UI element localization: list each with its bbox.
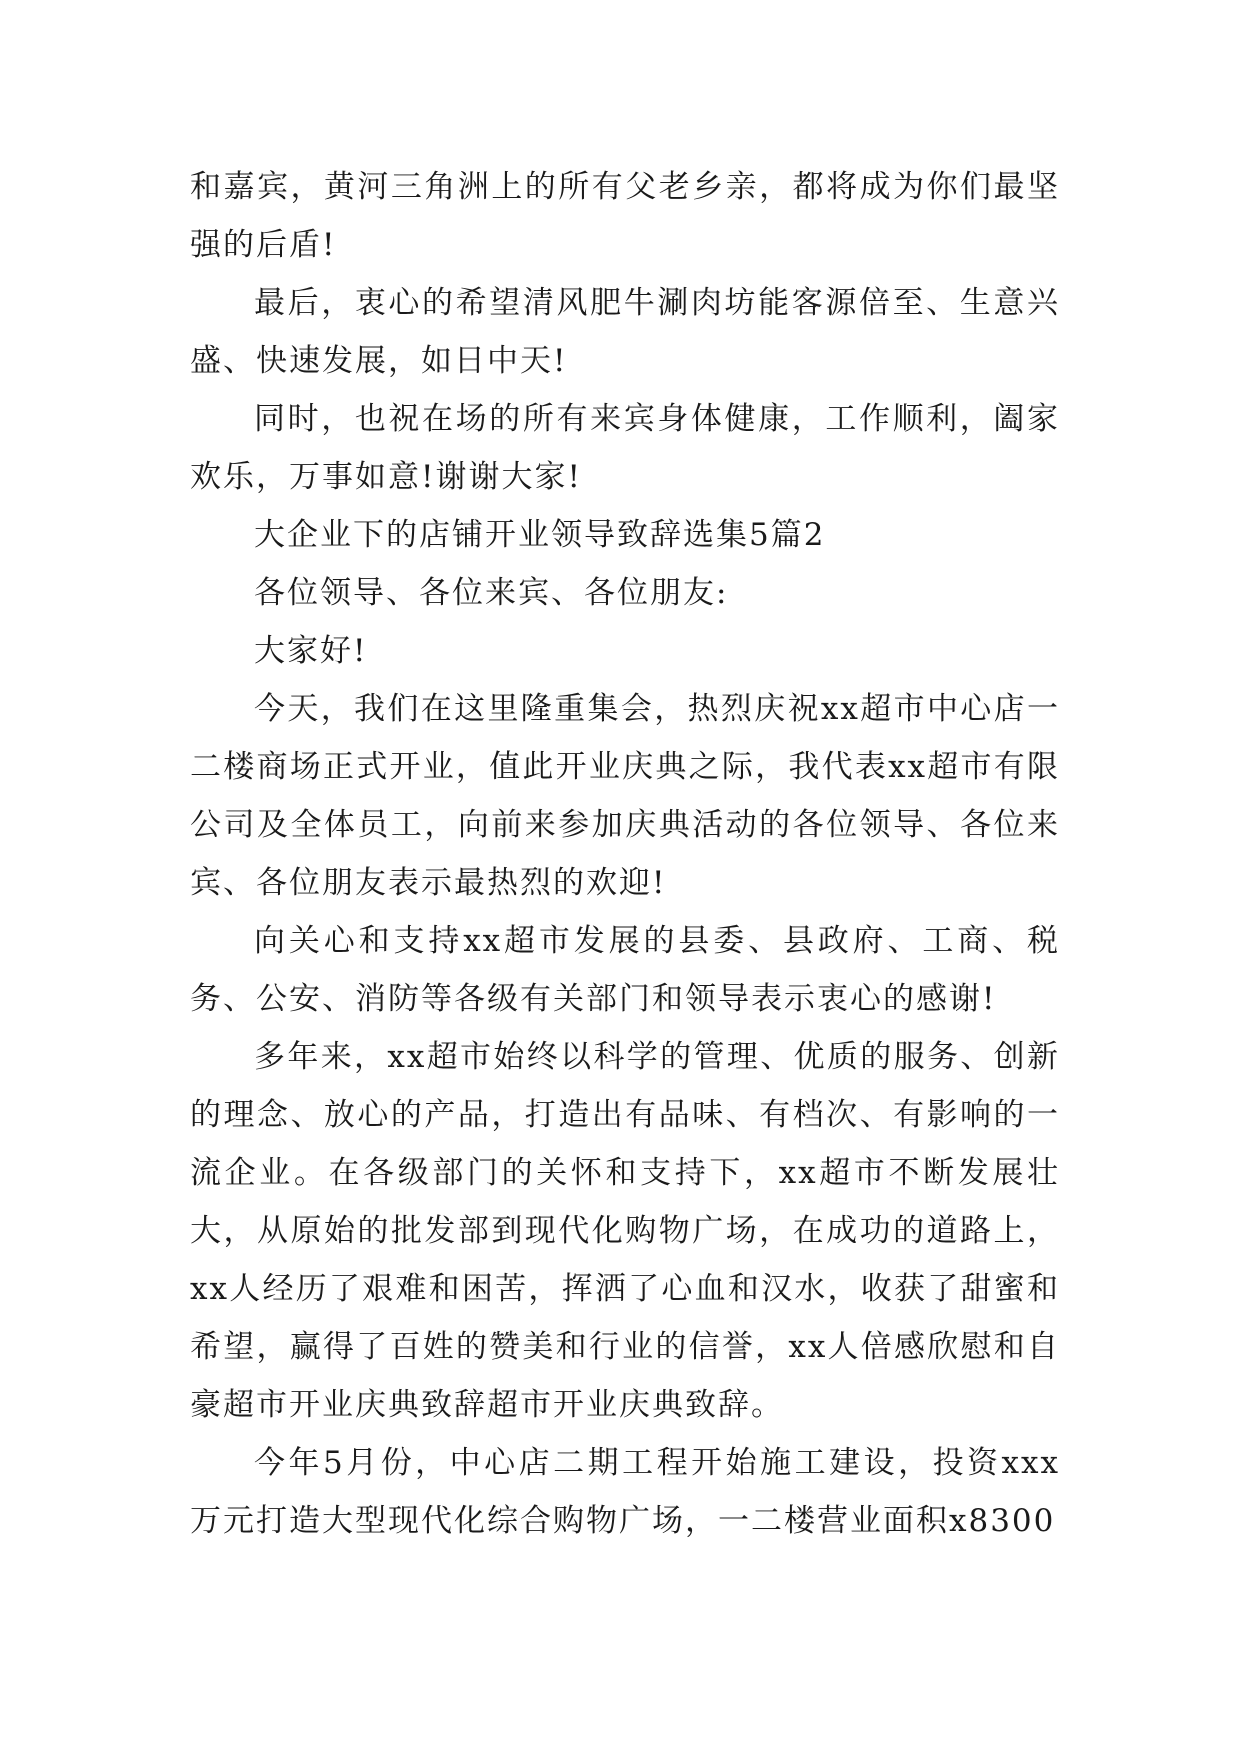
paragraph-blessing: 同时，也祝在场的所有来宾身体健康，工作顺利，阖家欢乐，万事如意!谢谢大家! (190, 401, 1060, 495)
paragraph-thanks: 向关心和支持xx超市发展的县委、县政府、工商、税务、公安、消防等各级有关部门和领导表示衷心的感谢! (190, 923, 1060, 1017)
document-body (190, 158, 1060, 1550)
paragraph-closing-support: 和嘉宾，黄河三角洲上的所有父老乡亲，都将成为你们最坚强的后盾! (190, 169, 1060, 263)
paragraph-final-wishes: 最后，衷心的希望清风肥牛涮肉坊能客源倍至、生意兴盛、快速发展，如日中天! (190, 285, 1060, 379)
salutation: 各位领导、各位来宾、各位朋友: (254, 575, 729, 611)
paragraph-project: 今年5月份，中心店二期工程开始施工建设，投资xxx万元打造大型现代化综合购物广场，一二楼营业面积x8300 (190, 1445, 1060, 1539)
paragraph-history: 多年来，xx超市始终以科学的管理、优质的服务、创新的理念、放心的产品，打造出有品味、有档次、有影响的一流企业。在各级部门的关怀和支持下，xx超市不断发展壮大，从原始的批发部到现代化购物广场，在成功的道路上，xx人经历了艰难和困苦，挥洒了心血和汉水，收获了甜蜜和希望，赢得了百姓的赞美和行业的信誉，xx人倍感欣慰和自豪超市开业庆典致辞超市开业庆典致辞。 (190, 1039, 1060, 1423)
greeting: 大家好! (254, 633, 368, 669)
paragraph-opening-welcome: 今天，我们在这里隆重集会，热烈庆祝xx超市中心店一二楼商场正式开业，值此开业庆典之际，我代表xx超市有限公司及全体员工，向前来参加庆典活动的各位领导、各位来宾、各位朋友表示最热烈的欢迎! (190, 691, 1060, 901)
section-heading: 大企业下的店铺开业领导致辞选集5篇2 (254, 517, 826, 553)
